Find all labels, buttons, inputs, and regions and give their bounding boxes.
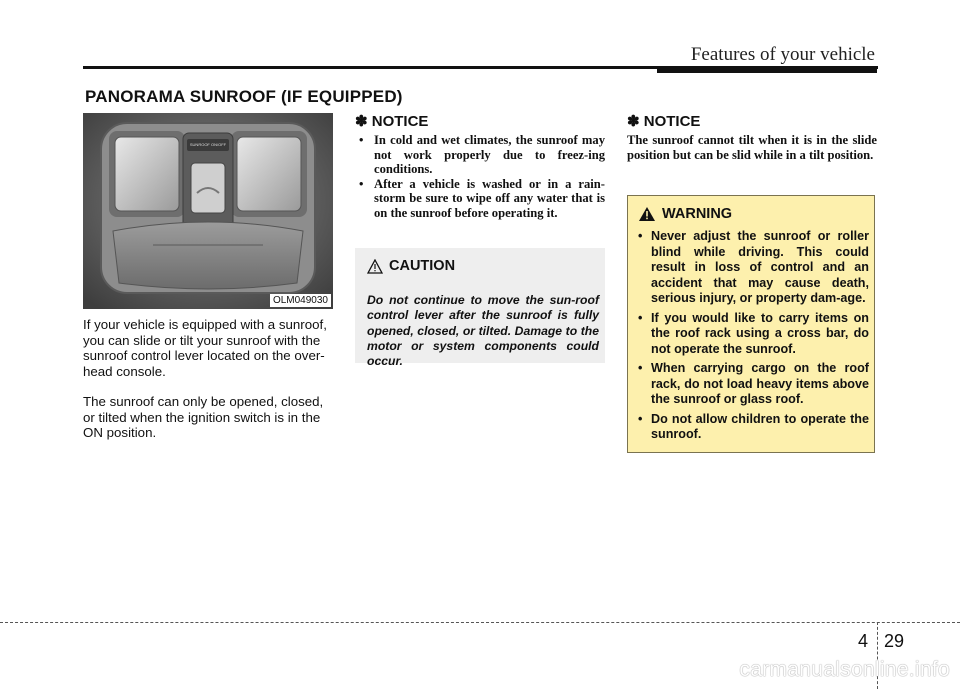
running-header-title: Features of your vehicle: [690, 44, 875, 65]
notice-item: • In cold and wet climates, the sunroof may not work properly due to freez-ing conditions.: [355, 133, 605, 177]
warning-title: WARNING: [662, 206, 733, 222]
notice-list: [355, 133, 605, 220]
intro-paragraph: If your vehicle is equipped with a sunroof, you can slide or tilt your sunroof with the sunroof control lever located on the over-head console.: [83, 317, 327, 379]
caution-box: [355, 248, 605, 369]
footer-rule: [0, 622, 960, 623]
warning-triangle-icon: [638, 206, 656, 222]
caution-triangle-icon: [367, 259, 383, 274]
notice-item: • After a vehicle is washed or in a rain-storm be sure to wipe off any water that is on the sunroof before operating it.: [355, 177, 605, 221]
overhead-console-photo: [83, 113, 333, 309]
chapter-number: 4: [858, 631, 869, 651]
page-number: 29: [884, 631, 905, 651]
warning-item: • If you would like to carry items on the roof rack using a cross bar, do not operate the sunroof.: [636, 311, 869, 358]
photo-caption: OLM049030: [270, 294, 331, 307]
notice-title: ✽ NOTICE: [627, 113, 701, 130]
notice-paragraph: The sunroof cannot tilt when it is in the slide position but can be slid while in a tilt position.: [627, 133, 877, 162]
caution-text: Do not continue to move the sun-roof control lever after the sunroof is fully opened, closed, or tilted. Damage to the motor or system components could occur.: [367, 293, 599, 369]
warning-item: • Do not allow children to operate the sunroof.: [636, 412, 869, 443]
warning-header: [638, 206, 732, 222]
warning-item: • When carrying cargo on the roof rack, do not load heavy items above the sunroof or glass roof.: [636, 361, 869, 408]
notice-title: ✽ NOTICE: [355, 113, 429, 130]
warning-box: [627, 195, 875, 453]
watermark-link[interactable]: carmanualsonline.info: [739, 658, 950, 681]
caution-header: [367, 258, 455, 274]
sunroof-button-label: SUNROOF ON/OFF: [189, 142, 227, 147]
ignition-paragraph: The sunroof can only be opened, closed, or tilted when the ignition switch is in the ON position.: [83, 394, 324, 440]
header-bar: [657, 66, 877, 73]
warning-item: • Never adjust the sunroof or roller blind while driving. This could result in loss of control and an accident that may cause death, serious injury, or property dam-age.: [636, 229, 869, 307]
warning-list: [636, 229, 869, 447]
section-title: PANORAMA SUNROOF (IF EQUIPPED): [85, 87, 403, 106]
caution-title: CAUTION: [389, 258, 456, 274]
